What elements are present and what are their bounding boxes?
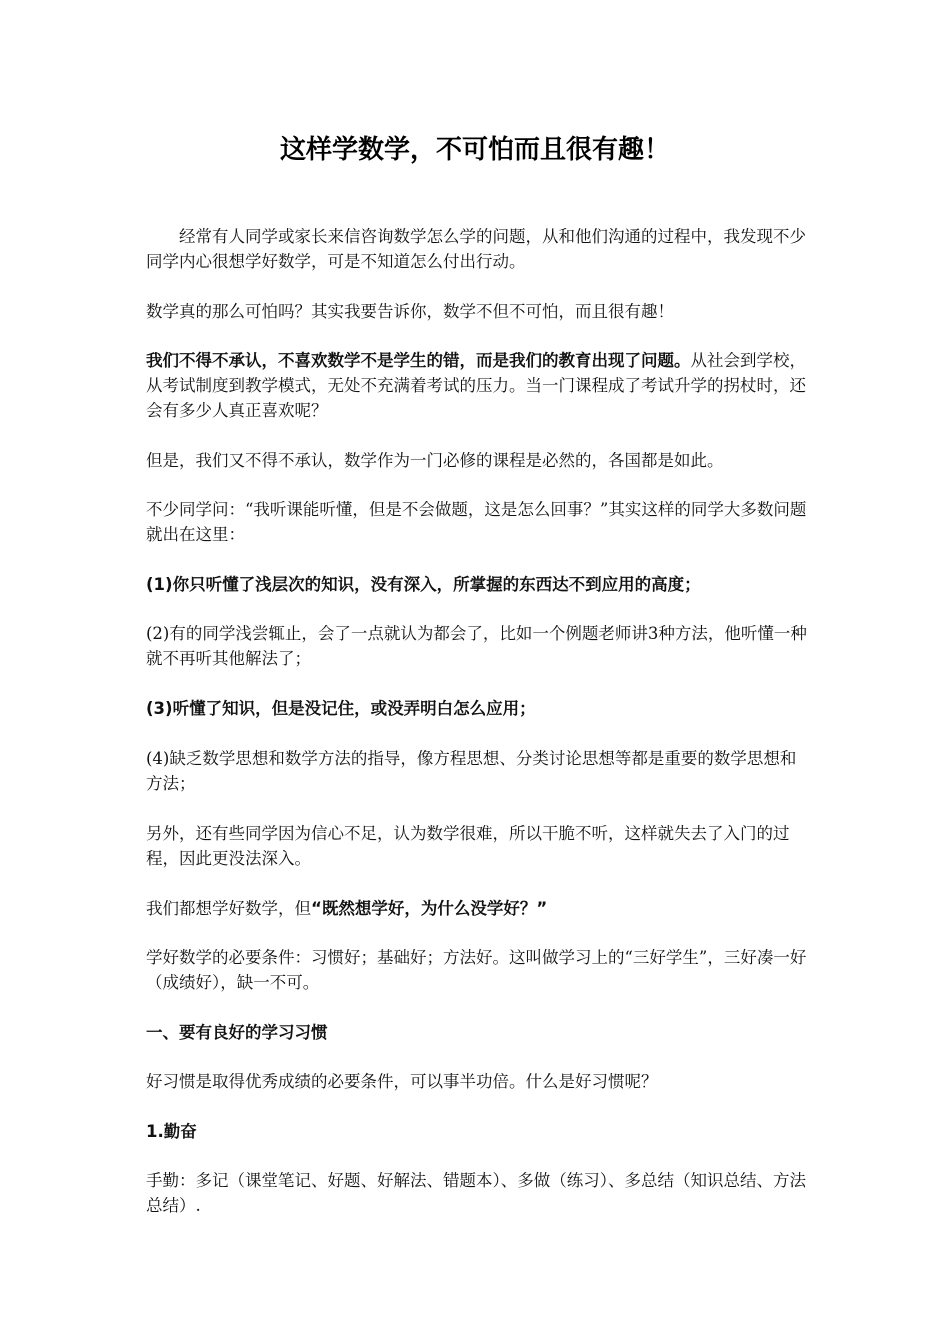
paragraph-education-rest: 从社会到学校，从考试制度到教学模式，无处不充满着考试的压力。当一门课程成了考试升学的拐杖时，还会有多少人真正喜欢呢？ xyxy=(146,351,806,420)
paragraph-want-learn xyxy=(146,896,810,921)
paragraph-want-learn-bold: “既然想学好，为什么没学好？” xyxy=(311,899,548,918)
paragraph-conditions: 学好数学的必要条件：习惯好；基础好；方法好。这叫做学习上的“三好学生”，三好凑一好（成绩好），缺一不可。 xyxy=(146,948,807,992)
paragraph-student-question: 不少同学问：“我听课能听懂，但是不会做题，这是怎么回事？”其实这样的同学大多数问题就出在这里： xyxy=(146,500,807,544)
paragraph-education xyxy=(146,348,810,423)
section-heading-habits: 一、要有良好的学习习惯 xyxy=(146,1023,328,1042)
subheading-diligence: 1.勤奋 xyxy=(146,1122,197,1141)
paragraph-question: 数学真的那么可怕吗？其实我要告诉你，数学不但不可怕，而且很有趣！ xyxy=(146,302,674,321)
paragraph-intro: 经常有人同学或家长来信咨询数学怎么学的问题，从和他们沟通的过程中，我发现不少同学内心很想学好数学，可是不知道怎么付出行动。 xyxy=(146,227,806,271)
document-title: 这样学数学，不可怕而且很有趣！ xyxy=(279,135,670,165)
paragraph-hand-diligence: 手勤：多记（课堂笔记、好题、好解法、错题本）、多做（练习）、多总结（知识总结、方法总结）. xyxy=(146,1171,806,1215)
list-item-3: (3)听懂了知识，但是没记住，或没弄明白怎么应用； xyxy=(146,699,536,718)
list-item-1: (1)你只听懂了浅层次的知识，没有深入，所掌握的东西达不到应用的高度； xyxy=(146,575,701,594)
paragraph-good-habits: 好习惯是取得优秀成绩的必要条件，可以事半功倍。什么是好习惯呢？ xyxy=(146,1072,658,1091)
paragraph-confidence: 另外，还有些同学因为信心不足，认为数学很难，所以干脆不听，这样就失去了入门的过程，因此更没法深入。 xyxy=(146,824,790,868)
paragraph-education-bold: 我们不得不承认，不喜欢数学不是学生的错，而是我们的教育出现了问题。 xyxy=(146,351,691,370)
list-item-4: (4)缺乏数学思想和数学方法的指导，像方程思想、分类讨论思想等都是重要的数学思想和方法； xyxy=(146,749,797,793)
list-item-2: (2)有的同学浅尝辄止，会了一点就认为都会了，比如一个例题老师讲3种方法，他听懂一种就不再听其他解法了； xyxy=(146,624,807,668)
paragraph-want-learn-plain: 我们都想学好数学，但 xyxy=(146,899,311,918)
paragraph-necessity: 但是，我们又不得不承认，数学作为一门必修的课程是必然的，各国都是如此。 xyxy=(146,451,724,470)
